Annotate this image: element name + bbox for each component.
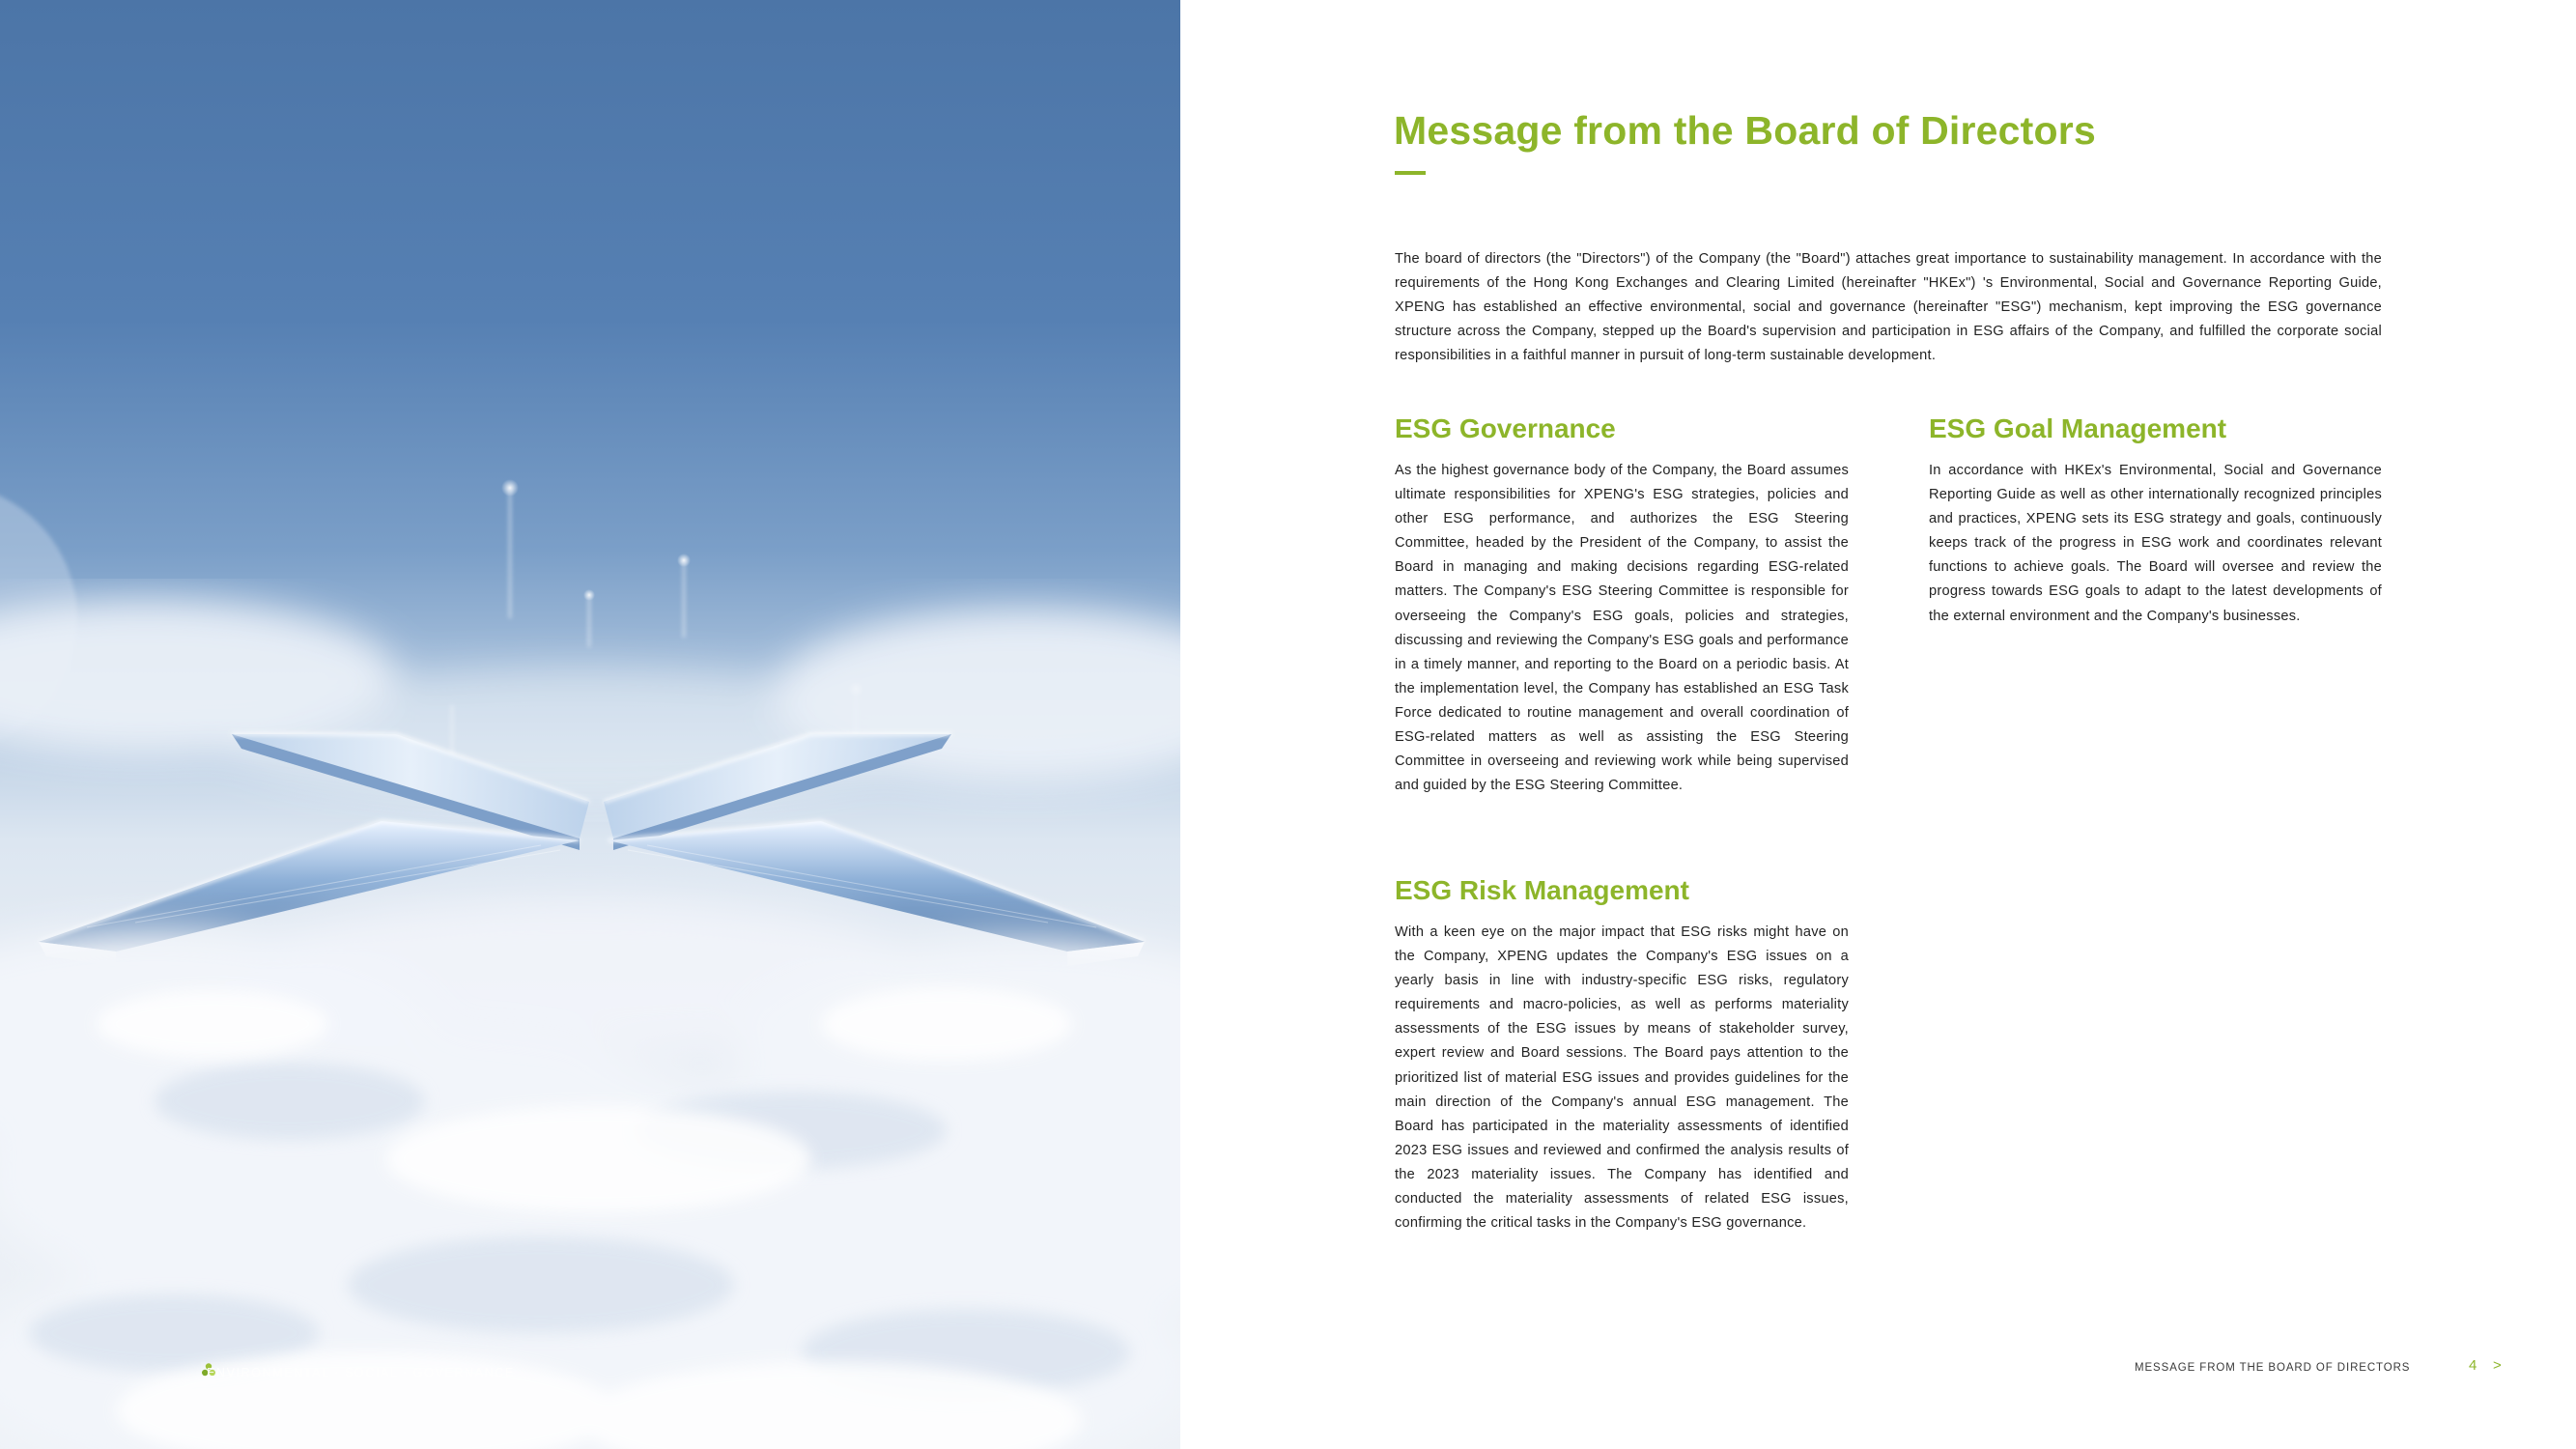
page-title: Message from the Board of Directors	[1394, 108, 2096, 153]
hero-image	[0, 0, 1180, 1449]
esg-risk-management-text: With a keen eye on the major impact that ESG risks might have on the Company, XPENG updates the Company's ESG issues on a yearly basis in line with industry-specific ESG risks, regulatory requirements and macro-policies, as well as performs materiality assessments of the ESG issues by means of stakeholder survey, expert review and Board sessions. The Board pays attention to the prioritized list of material ESG issues and provides guidelines for the main direction of the Company's annual ESG management. The Board has participated in the materiality assessments of identified 2023 ESG issues and reviewed and confirmed the analysis results of the 2023 materiality issues. The Company has identified and conducted the materiality assessments of related ESG issues, confirming the critical tasks in the Company's ESG governance.	[1395, 924, 1849, 1232]
cloud-building-illustration	[0, 0, 1180, 1449]
esg-risk-management-heading: ESG Risk Management	[1395, 875, 1689, 905]
esg-goal-management-text: In accordance with HKEx's Environmental, Social and Governance Reporting Guide as well as other internationally recognized principles and practices, XPENG sets its ESG strategy and goals, continuously keeps track of the progress in ESG work and coordinates relevant functions to achieve goals. The Board will oversee and review the progress towards ESG goals to adapt to the latest developments of the external environment and the Company's businesses.	[1929, 463, 2382, 624]
chevron-right-icon[interactable]: >	[2493, 1357, 2502, 1374]
esg-footer-label: ENVIRONMENTAL · SOCIAL · GOVERNANCE	[207, 1366, 515, 1379]
page-number: 4	[2469, 1357, 2477, 1374]
footer-section-label: MESSAGE FROM THE BOARD OF DIRECTORS	[2135, 1362, 2411, 1374]
esg-governance-text: As the highest governance body of the Company, the Board assumes ultimate responsibilities for XPENG's ESG strategies, policies and other ESG performance, and authorizes the ESG Steering Committee, headed by the President of the Company, to assist the Board in managing and making decisions regarding ESG-related matters. The Company's ESG Steering Committee is responsible for overseeing the Company's ESG goals, policies and strategies, discussing and reviewing the Company's ESG goals and performance in a timely manner, and reporting to the Board on a periodic basis. At the implementation level, the Company has established an ESG Task Force dedicated to routine management and overall coordination of ESG-related matters as well as assisting the ESG Steering Committee in overseeing and reviewing work while being supervised and guided by the ESG Steering Committee.	[1395, 463, 1849, 794]
title-underline	[1395, 171, 1426, 175]
esg-governance-heading: ESG Governance	[1395, 413, 1616, 443]
esg-goal-management-heading: ESG Goal Management	[1929, 413, 2227, 443]
intro-paragraph: The board of directors (the "Directors") of the Company (the "Board") attaches great importance to sustainability management. In accordance with the requirements of the Hong Kong Exchanges and Clearing Limited (hereinafter "HKEx") 's Environmental, Social and Governance Reporting Guide, XPENG has established an effective environmental, social and governance (hereinafter "ESG") mechanism, kept improving the ESG governance structure across the Company, stepped up the Board's supervision and participation in ESG affairs of the Company, and fulfilled the corporate social responsibilities in a faithful manner in pursuit of long-term sustainable development.	[1395, 251, 2382, 364]
esg-footer-tag	[201, 1362, 521, 1383]
